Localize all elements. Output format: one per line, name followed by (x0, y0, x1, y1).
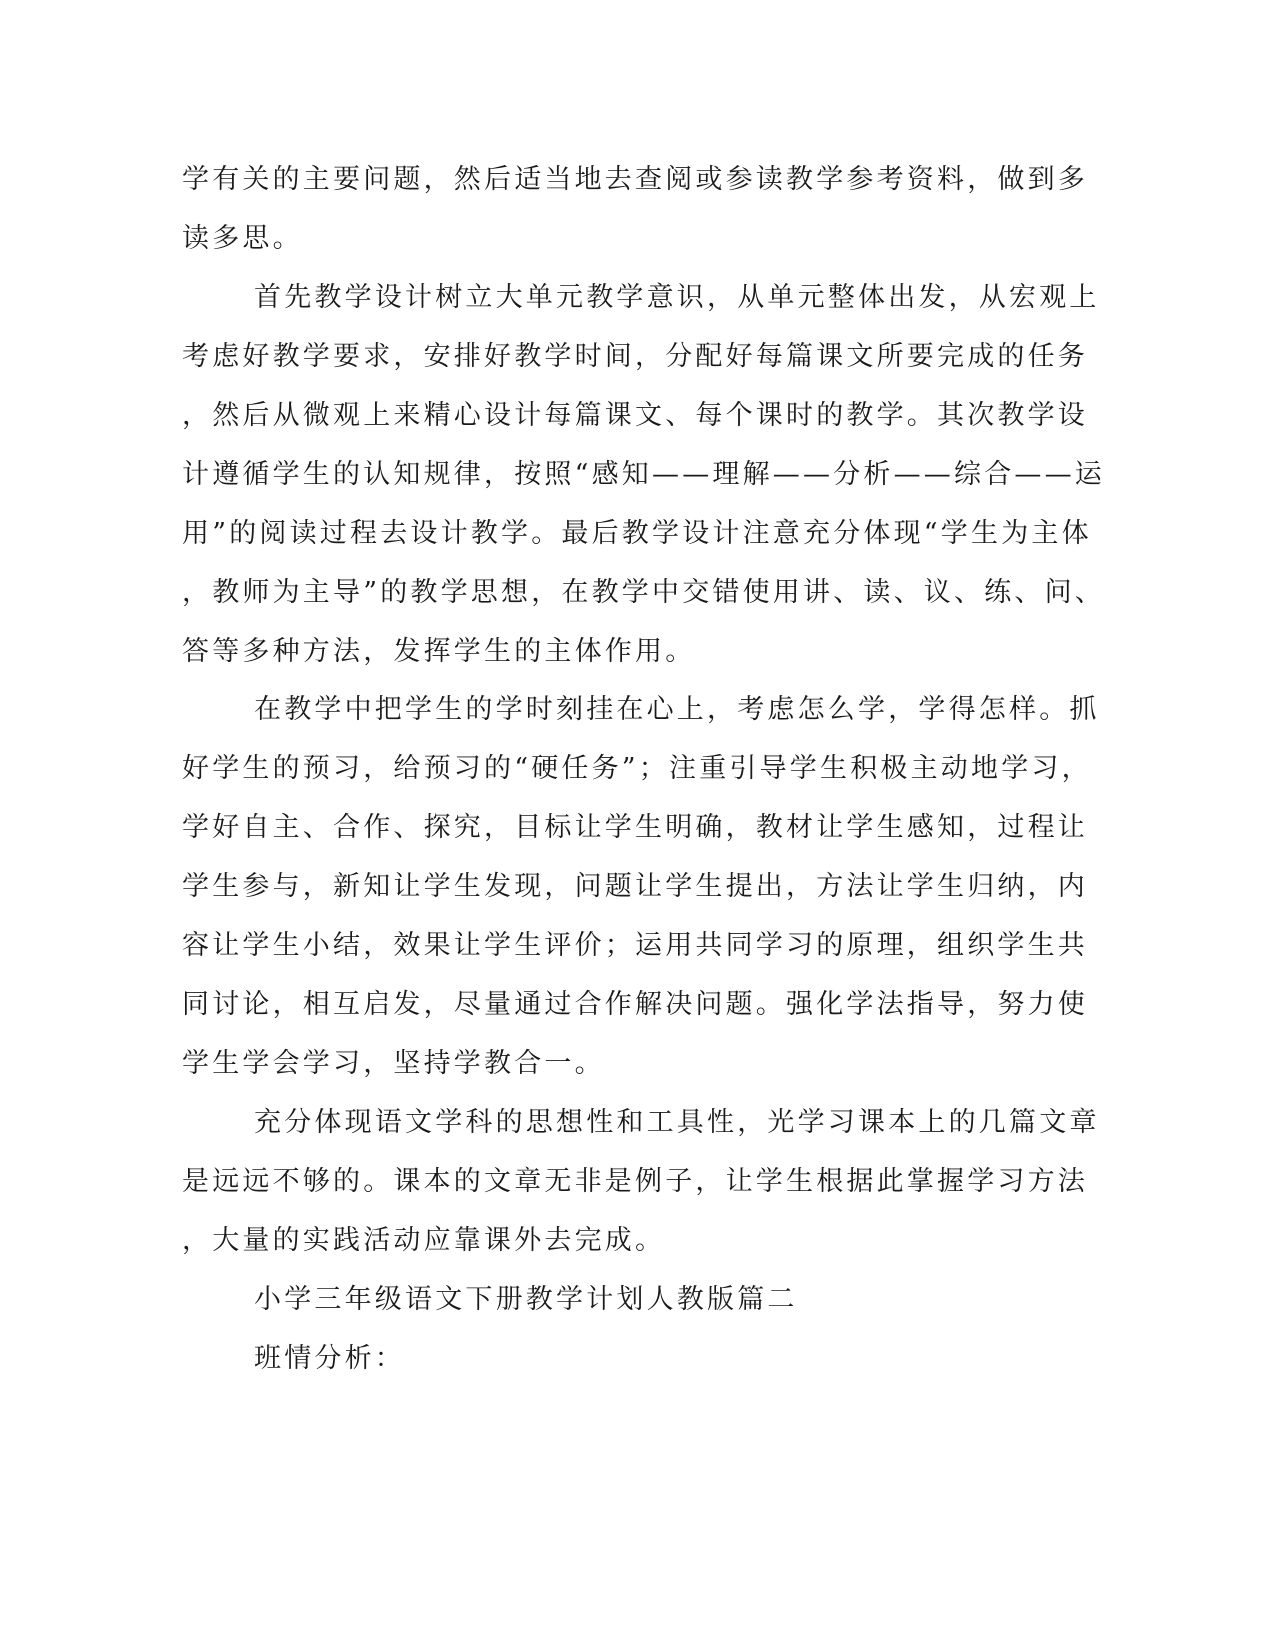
paragraph-start-line: 充分体现语文学科的思想性和工具性，光学习课本上的几篇文章 (254, 1107, 1100, 1138)
text-line: ，大量的实践活动应靠课外去完成。 (182, 1225, 666, 1256)
text-line: 好学生的预习，给预习的“硬任务”；注重引导学生积极主动地学习， (182, 753, 1092, 784)
text-line: 是远远不够的。课本的文章无非是例子，让学生根据此掌握学习方法 (182, 1166, 1088, 1197)
text-line: 同讨论，相互启发，尽量通过合作解决问题。强化学法指导，努力使 (182, 989, 1088, 1020)
paragraph-start-line: 在教学中把学生的学时刻挂在心上，考虑怎么学，学得怎样。抓 (254, 694, 1100, 725)
text-line: 读多思。 (182, 223, 303, 254)
text-line: 答等多种方法，发挥学生的主体作用。 (182, 636, 696, 667)
text-line: 学有关的主要问题，然后适当地去查阅或参读教学参考资料，做到多 (182, 164, 1088, 195)
paragraph-start-line: 首先教学设计树立大单元教学意识，从单元整体出发，从宏观上 (254, 282, 1100, 313)
text-line: 用”的阅读过程去设计教学。最后教学设计注意充分体现“学生为主体 (182, 518, 1092, 549)
text-line: 学好自主、合作、探究，目标让学生明确，教材让学生感知，过程让 (182, 812, 1088, 843)
text-line: 学生学会学习，坚持学教合一。 (182, 1048, 605, 1079)
section-heading: 小学三年级语文下册教学计划人教版篇二 (254, 1284, 798, 1315)
text-line: 学生参与，新知让学生发现，问题让学生提出，方法让学生归纳，内 (182, 871, 1088, 902)
text-line: 考虑好教学要求，安排好教学时间，分配好每篇课文所要完成的任务 (182, 341, 1088, 372)
text-line: 计遵循学生的认知规律，按照“感知——理解——分析——综合——运 (182, 459, 1106, 490)
text-line: ，教师为主导”的教学思想，在教学中交错使用讲、读、议、练、问、 (182, 577, 1106, 608)
subsection-heading: 班情分析： (254, 1343, 405, 1374)
text-line: ，然后从微观上来精心设计每篇课文、每个课时的教学。其次教学设 (182, 400, 1088, 431)
text-line: 容让学生小结，效果让学生评价；运用共同学习的原理，组织学生共 (182, 930, 1088, 961)
